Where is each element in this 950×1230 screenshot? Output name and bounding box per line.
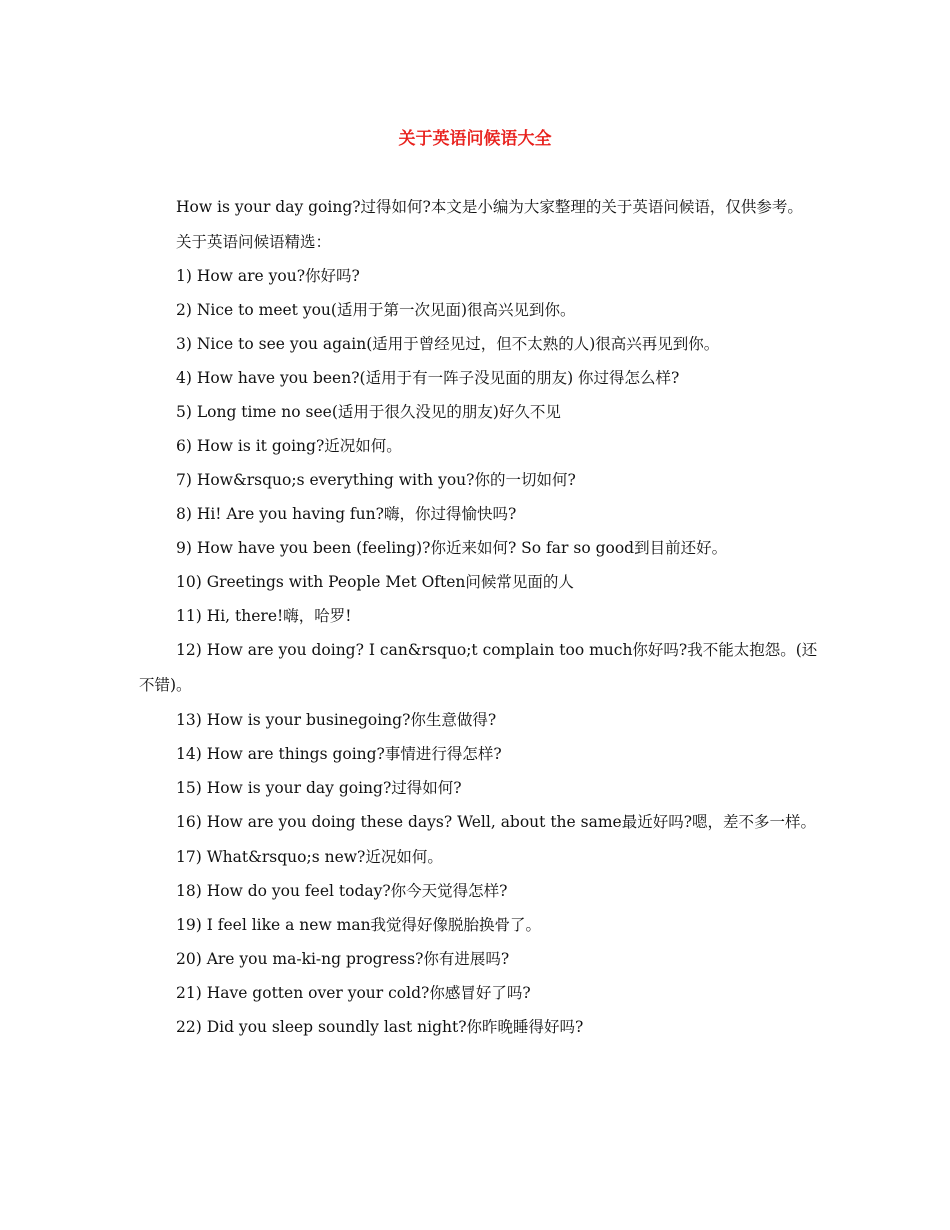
list-item: 7) How&rsquo;s everything with you?你的一切如何? xyxy=(176,471,576,489)
list-item: 20) Are you ma-ki-ng progress?你有进展吗? xyxy=(176,950,510,968)
list-item: 15) How is your day going?过得如何? xyxy=(176,779,462,797)
list-item: 17) What&rsquo;s new?近况如何。 xyxy=(176,848,443,866)
list-item: 4) How have you been?(适用于有一阵子没见面的朋友) 你过得怎么样? xyxy=(176,369,680,387)
list-item: 19) I feel like a new man我觉得好像脱胎换骨了。 xyxy=(176,916,542,934)
list-item: 13) How is your businegoing?你生意做得? xyxy=(176,711,497,729)
list-item: 14) How are things going?事情进行得怎样? xyxy=(176,745,502,763)
list-item: 9) How have you been (feeling)?你近来如何? So far so good到目前还好。 xyxy=(176,539,728,557)
list-item: 1) How are you?你好吗? xyxy=(176,267,360,285)
section-heading: 关于英语问候语精选： xyxy=(176,233,332,251)
list-item: 12) How are you doing? I can&rsquo;t complain too much你好吗?我不能太抱怨。(还不错)。 xyxy=(139,641,818,694)
list-item: 18) How do you feel today?你今天觉得怎样? xyxy=(176,882,508,900)
list-item: 10) Greetings with People Met Often问候常见面的人 xyxy=(176,573,574,591)
list-item: 6) How is it going?近况如何。 xyxy=(176,437,402,455)
list-item: 3) Nice to see you again(适用于曾经见过，但不太熟的人)很高兴再见到你。 xyxy=(176,335,720,353)
intro-paragraph: How is your day going?过得如何?本文是小编为大家整理的关于英语问候语，仅供参考。 xyxy=(176,198,803,216)
document-body xyxy=(139,190,819,1044)
list-item: 2) Nice to meet you(适用于第一次见面)很高兴见到你。 xyxy=(176,301,576,319)
list-item: 22) Did you sleep soundly last night?你昨晚睡得好吗? xyxy=(176,1018,584,1036)
list-item: 16) How are you doing these days? Well, about the same最近好吗?嗯，差不多一样。 xyxy=(176,813,817,831)
list-item: 5) Long time no see(适用于很久没见的朋友)好久不见 xyxy=(176,403,561,421)
list-item: 21) Have gotten over your cold?你感冒好了吗? xyxy=(176,984,531,1002)
list-item: 8) Hi! Are you having fun?嗨，你过得愉快吗? xyxy=(176,505,517,523)
document-title: 关于英语问候语大全 xyxy=(398,129,552,149)
list-item: 11) Hi, there!嗨，哈罗! xyxy=(176,607,352,625)
